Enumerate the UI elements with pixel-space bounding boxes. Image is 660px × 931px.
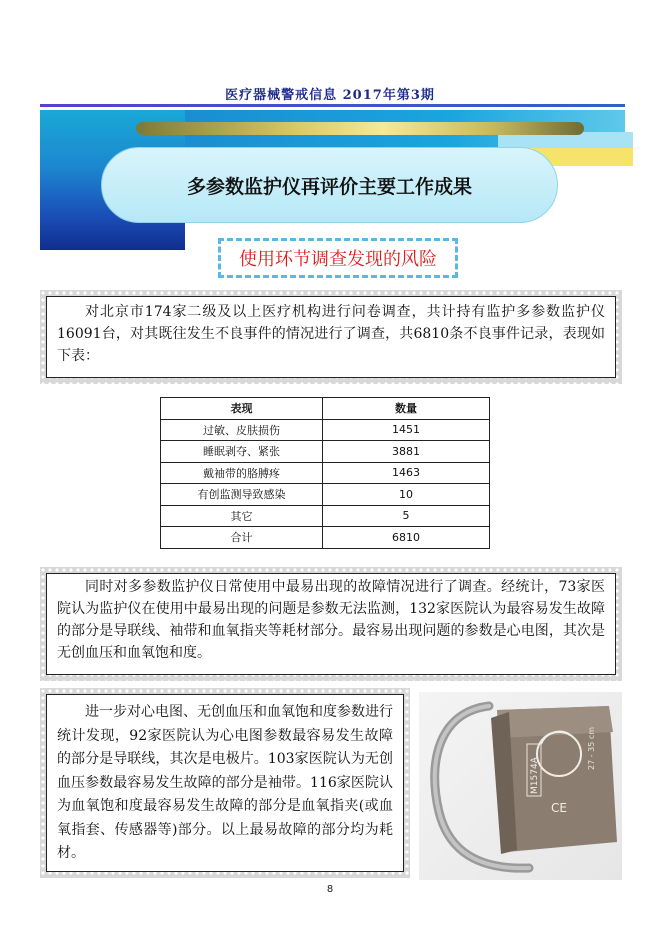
cuff-size-label: 27 - 35 cm [587,726,596,770]
table-cell-manifestation: 睡眠剥夺、紧张 [161,441,323,463]
table-cell-count: 1451 [323,419,490,441]
stamp-frame-1 [40,290,622,384]
stamp-frame-2 [40,567,622,681]
table-cell-count: 5 [323,505,490,527]
table-row [161,484,490,506]
text-box-3 [46,694,404,872]
journal-header-title: 医疗器械警戒信息 2017年第3期 [225,88,435,103]
bp-cuff-photo [419,692,622,880]
table-row-total [161,527,490,549]
table-cell-count: 3881 [323,441,490,463]
subtitle-box [218,238,458,278]
table-header-cell: 表现 [161,398,323,420]
header-rule [40,104,625,107]
ce-mark: CE [551,801,567,815]
stamp-frame-3 [40,688,410,878]
subtitle-text: 使用环节调查发现的风险 [239,249,437,270]
paragraph-survey-intro: 对北京市174家二级及以上医疗机构进行问卷调查，共计持有监护多参数监护仪16091台，对其既往发生不良事件的情况进行了调查，共6810条不良事件记录，表现如下表： [57,304,605,364]
table-row [161,462,490,484]
table-cell-manifestation: 戴袖带的胳膊疼 [161,462,323,484]
table-header-cell: 数量 [323,398,490,420]
table-row [161,505,490,527]
table-cell-count: 1463 [323,462,490,484]
bp-cuff-illustration [419,692,622,880]
table-row [161,441,490,463]
text-box-2 [46,573,616,675]
paragraph-fault-survey: 同时对多参数监护仪日常使用中最易出现的故障情况进行了调查。经统计，73家医院认为监护仪在使用中最易出现的问题是参数无法监测，132家医院认为最容易发生故障的部分是导联线、袖带和血氧指夹等耗材部分。最容易出现问题的参数是心电图，其次是无创血压和血氧饱和度。 [57,579,605,661]
table-cell-manifestation: 其它 [161,505,323,527]
text-box-1 [46,296,616,378]
page-number: 8 [326,884,334,895]
paragraph-parameter-analysis: 进一步对心电图、无创血压和血氧饱和度参数进行统计发现，92家医院认为心电图参数最容易发生故障的部分是导联线，其次是电极片。103家医院认为无创血压参数最容易发生故障的部分是袖带。116家医院认为血氧饱和度最容易发生故障的部分是血氧指夹(或血氧指套、传感器等)部分。以上最易故障的部分均为耗材。 [57,704,393,861]
banner-gold-bar [136,122,584,135]
cuff-model-label: M1574A [530,757,540,794]
table-cell-manifestation: 有创监测导致感染 [161,484,323,506]
table-cell-manifestation: 过敏、皮肤损伤 [161,419,323,441]
table-row [161,419,490,441]
table-header-row [161,398,490,420]
table-cell-count: 10 [323,484,490,506]
section-title: 多参数监护仪再评价主要工作成果 [186,176,472,198]
adverse-events-table [160,397,490,549]
table-cell-manifestation: 合计 [161,527,323,549]
table-cell-count: 6810 [323,527,490,549]
